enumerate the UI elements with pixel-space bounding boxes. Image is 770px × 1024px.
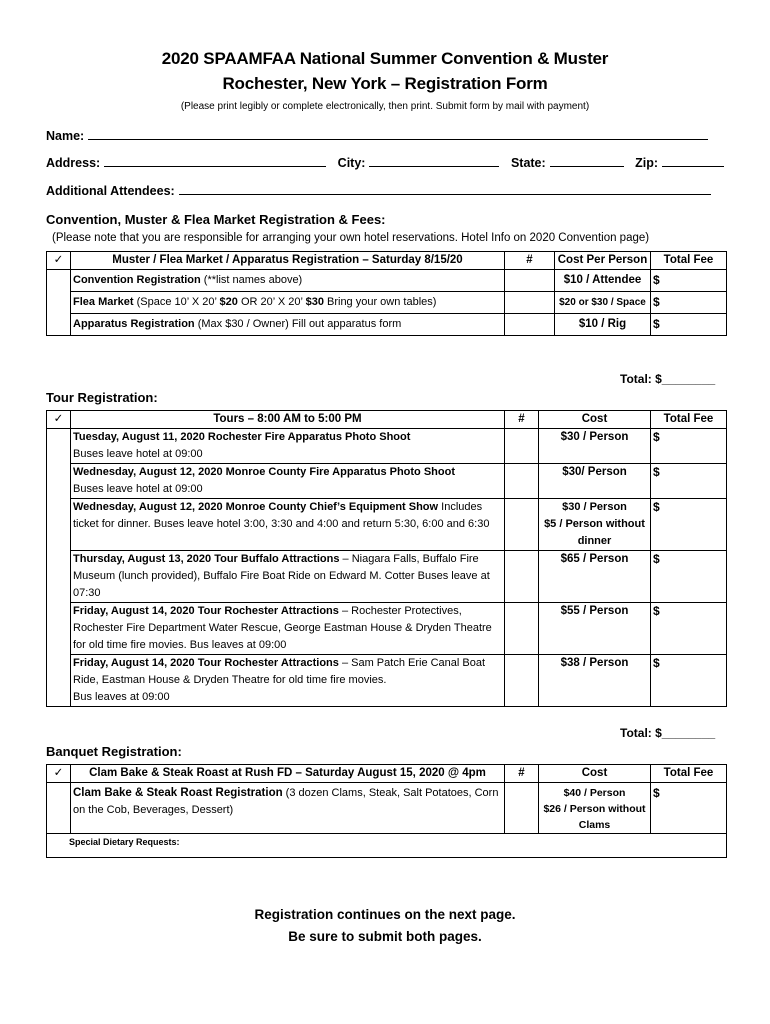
cost-without-clams: $26 / Person without Clams (543, 803, 646, 831)
fee-cell[interactable]: $ (651, 603, 727, 655)
convention-header-event: Muster / Flea Market / Apparatus Registration – Saturday 8/15/20 (71, 252, 505, 270)
city-label: City: (337, 156, 366, 170)
price-large-space: $30 (305, 296, 324, 308)
check-mark-header: ✓ (47, 252, 71, 270)
tour-description-cell (71, 499, 505, 551)
row-description-cont: OR 20’ X 20’ (237, 296, 306, 308)
tour-header-event: Tours – 8:00 AM to 5:00 PM (71, 411, 505, 429)
check-mark-header: ✓ (47, 411, 71, 429)
table-row (47, 655, 727, 707)
check-box-cell[interactable] (47, 429, 71, 707)
row-description: (3 dozen Clams, Steak, Salt Potatoes, Corn on the Cob, Beverages, Dessert) (73, 787, 499, 816)
tour-description-cell (71, 603, 505, 655)
row-title: Wednesday, August 12, 2020 Monroe County Fire Apparatus Photo Shoot (73, 466, 455, 478)
form-title-line2: Rochester, New York – Registration Form (222, 74, 548, 93)
zip-field[interactable] (662, 155, 724, 167)
tour-table (46, 410, 727, 707)
count-cell[interactable] (505, 655, 539, 707)
convention-table (46, 251, 727, 336)
cost-cell: $55 / Person (539, 603, 651, 655)
fee-cell[interactable]: $ (651, 292, 727, 314)
tour-description-cell (71, 655, 505, 707)
cost-cell: $30/ Person (539, 464, 651, 499)
count-cell[interactable] (505, 292, 555, 314)
convention-registration-cell (71, 270, 505, 292)
footer-note (0, 904, 770, 948)
banquet-header-count: # (505, 765, 539, 783)
hotel-note: (Please note that you are responsible for arranging your own hotel reservations. Hotel Info on 2020 Convention page) (52, 232, 650, 244)
cost-with-clams: $40 / Person (563, 787, 626, 799)
count-cell[interactable] (505, 464, 539, 499)
tour-header-cost: Cost (539, 411, 651, 429)
address-field-row (46, 155, 732, 170)
cost-cell: $65 / Person (539, 551, 651, 603)
row-title: Wednesday, August 12, 2020 Monroe County Chief’s Equipment Show (73, 501, 439, 513)
cost-cell (539, 499, 651, 551)
special-dietary-requests-field[interactable]: Special Dietary Requests: (47, 834, 727, 858)
table-row (47, 314, 727, 336)
row-description: – Rochester Protectives, Rochester Fire Department Water Rescue, George Eastman House & Dryden Theatre for old time fire movies. Bus leaves at 09:00 (73, 605, 492, 651)
convention-header-fee: Total Fee (651, 252, 727, 270)
fee-cell[interactable]: $ (651, 783, 727, 834)
convention-section-title: Convention, Muster & Flea Market Registration & Fees: (46, 212, 386, 227)
fee-cell[interactable]: $ (651, 655, 727, 707)
cost-cell: $30 / Person (539, 429, 651, 464)
row-description: – Sam Patch Erie Canal Boat Ride, Eastman House & Dryden Theatre for old time fire movies. (73, 657, 486, 686)
table-row (47, 499, 727, 551)
fee-cell[interactable]: $ (651, 314, 727, 336)
form-title-line1: 2020 SPAAMFAA National Summer Convention & Muster (161, 49, 609, 68)
row-title: Apparatus Registration (73, 318, 195, 330)
cost-cell: $10 / Rig (555, 314, 651, 336)
check-mark-header: ✓ (47, 765, 71, 783)
fee-cell[interactable]: $ (651, 270, 727, 292)
table-row (47, 464, 727, 499)
check-box-cell[interactable] (47, 270, 71, 336)
tour-header-fee: Total Fee (651, 411, 727, 429)
attendees-field-row (46, 183, 719, 198)
tour-description-cell (71, 551, 505, 603)
cost-without-dinner: $5 / Person without dinner (544, 518, 645, 547)
table-row (47, 551, 727, 603)
check-box-cell[interactable] (47, 783, 71, 834)
footer-line2: Be sure to submit both pages. (288, 929, 482, 944)
convention-header-row (47, 252, 727, 270)
row-title: Friday, August 14, 2020 Tour Rochester Attractions (73, 657, 339, 669)
banquet-header-row (47, 765, 727, 783)
attendees-label: Additional Attendees: (46, 184, 175, 198)
fee-cell[interactable]: $ (651, 499, 727, 551)
row-title: Convention Registration (73, 274, 201, 286)
zip-label: Zip: (635, 156, 659, 170)
row-description: (Max $30 / Owner) Fill out apparatus form (194, 318, 402, 330)
cost-cell: $20 or $30 / Space (555, 292, 651, 314)
convention-header-cost: Cost Per Person (555, 252, 651, 270)
row-detail: Buses leave hotel at 09:00 (73, 448, 203, 460)
banquet-table (46, 764, 727, 858)
cost-cell: $38 / Person (539, 655, 651, 707)
tour-header-count: # (505, 411, 539, 429)
name-label: Name: (46, 129, 85, 143)
tour-header-row (47, 411, 727, 429)
tour-description-cell (71, 464, 505, 499)
banquet-header-cost: Cost (539, 765, 651, 783)
tour-section-title: Tour Registration: (46, 390, 158, 405)
fee-cell[interactable]: $ (651, 464, 727, 499)
fee-cell[interactable]: $ (651, 551, 727, 603)
row-description: – Niagara Falls, Buffalo Fire Museum (lunch provided), Buffalo Fire Boat Ride on Edward M. Cotter Buses leave at 07:30 (73, 553, 490, 599)
row-description-end: Bring your own tables) (323, 296, 437, 308)
row-description: Includes ticket for dinner. Buses leave hotel 3:00, 3:30 and 4:00 and return 5:30, 6:00 and 6:30 (73, 501, 490, 530)
flea-market-cell (71, 292, 505, 314)
price-small-space: $20 (219, 296, 238, 308)
count-cell[interactable] (505, 499, 539, 551)
table-row (47, 270, 727, 292)
apparatus-registration-cell (71, 314, 505, 336)
row-title: Friday, August 14, 2020 Tour Rochester Attractions (73, 605, 339, 617)
table-row (47, 783, 727, 834)
row-title: Tuesday, August 11, 2020 Rochester Fire Apparatus Photo Shoot (73, 431, 411, 443)
cost-cell: $10 / Attendee (555, 270, 651, 292)
table-row (47, 292, 727, 314)
name-field-row (46, 128, 716, 143)
row-description: (**list names above) (200, 274, 303, 286)
row-title: Thursday, August 13, 2020 Tour Buffalo Attractions (73, 553, 340, 565)
address-label: Address: (46, 156, 101, 170)
table-row (47, 603, 727, 655)
banquet-section-title: Banquet Registration: (46, 744, 182, 759)
banquet-header-fee: Total Fee (651, 765, 727, 783)
fee-cell[interactable]: $ (651, 429, 727, 464)
cost-cell (539, 783, 651, 834)
row-detail: Buses leave hotel at 09:00 (73, 483, 203, 495)
tour-total[interactable]: Total: $________ (620, 726, 716, 740)
tour-description-cell (71, 429, 505, 464)
convention-header-count: # (505, 252, 555, 270)
count-cell[interactable] (505, 783, 539, 834)
count-cell[interactable] (505, 270, 555, 292)
row-title: Clam Bake & Steak Roast Registration (73, 787, 283, 799)
city-field[interactable] (369, 155, 499, 167)
banquet-description-cell (71, 783, 505, 834)
count-cell[interactable] (505, 551, 539, 603)
count-cell[interactable] (505, 429, 539, 464)
form-subtitle: (Please print legibly or complete electronically, then print. Submit form by mail with payment) (180, 101, 590, 112)
banquet-header-event: Clam Bake & Steak Roast at Rush FD – Saturday August 15, 2020 @ 4pm (71, 765, 505, 783)
table-row (47, 429, 727, 464)
address-field[interactable] (104, 155, 326, 167)
row-title: Flea Market (73, 296, 134, 308)
state-field[interactable] (550, 155, 624, 167)
row-detail: Bus leaves at 09:00 (73, 691, 170, 703)
attendees-field[interactable] (179, 183, 711, 195)
count-cell[interactable] (505, 603, 539, 655)
count-cell[interactable] (505, 314, 555, 336)
name-field[interactable] (88, 128, 708, 140)
dietary-row (47, 834, 727, 858)
footer-line1: Registration continues on the next page. (254, 907, 516, 922)
row-description: (Space 10’ X 20’ (133, 296, 220, 308)
cost-with-dinner: $30 / Person (562, 501, 627, 513)
state-label: State: (510, 156, 546, 170)
convention-total[interactable]: Total: $________ (620, 372, 716, 386)
